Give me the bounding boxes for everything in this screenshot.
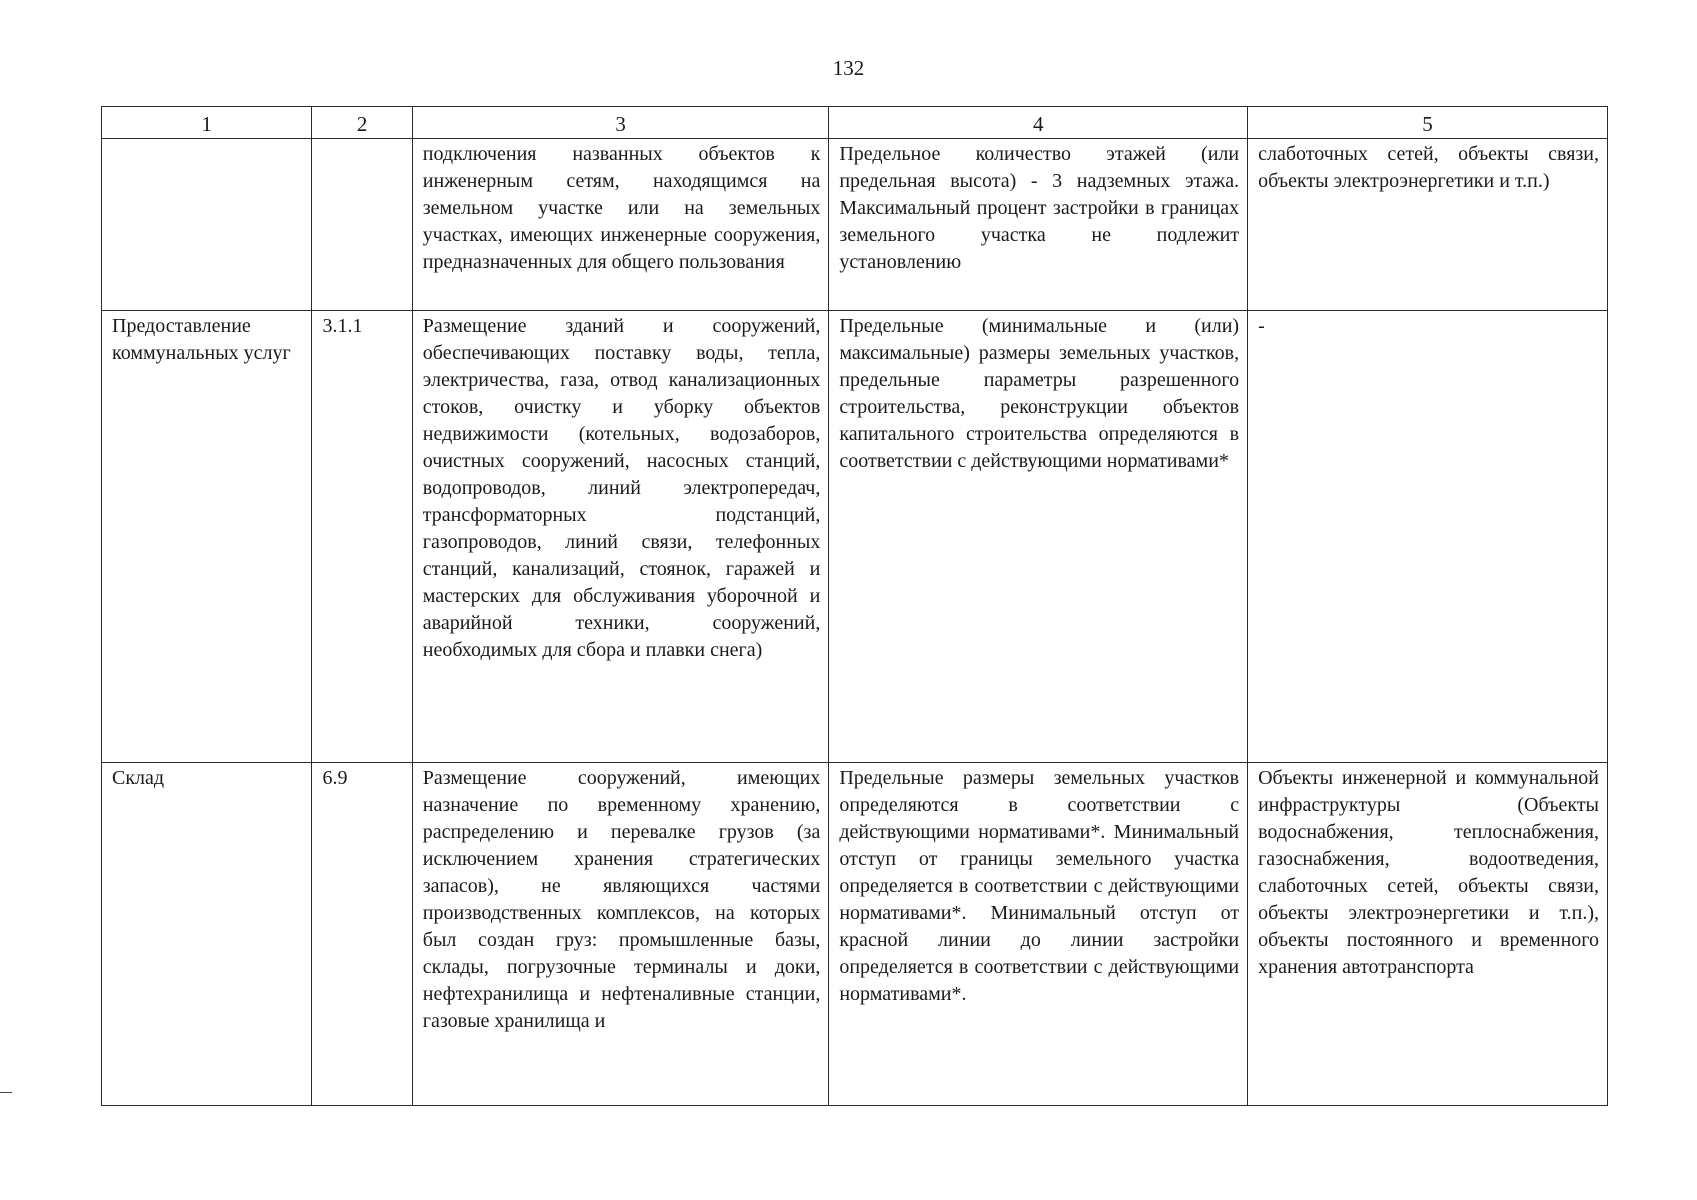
use-code-cell: 6.9: [312, 763, 412, 1106]
use-name-cell: Предоставление коммунальных услуг: [102, 311, 312, 763]
parameters-cell: Предельные размеры земельных участков определяются в соответствии с действующими нормативами*. Минимальный отступ от границы земельного участка определяется в соответствии с действующими нормативами*. Минимальный отступ от красной линии до линии застройки определяется в соответствии с действующими нормативами*.: [829, 763, 1248, 1106]
related-objects-cell: -: [1248, 311, 1608, 763]
description-cell: Размещение зданий и сооружений, обеспечивающих поставку воды, тепла, электричества, газа, отвод канализационных стоков, очистку и уборку объектов недвижимости (котельных, водозаборов, очистных сооружений, насосных станций, водопроводов, линий электропередач, трансформаторных подстанций, газопроводов, линий связи, телефонных станций, канализаций, стоянок, гаражей и мастерских для обслуживания уборочной и аварийной техники, сооружений, необходимых для сбора и плавки снега): [412, 311, 829, 763]
related-objects-cell: слаботочных сетей, объекты связи, объекты электроэнергетики и т.п.): [1248, 139, 1608, 311]
column-header-5: 5: [1248, 107, 1608, 139]
table-row: [102, 311, 1608, 763]
table-header-row: [102, 107, 1608, 139]
column-header-1: 1: [102, 107, 312, 139]
margin-mark: [0, 1092, 12, 1093]
use-code-cell: [312, 139, 412, 311]
related-objects-cell: Объекты инженерной и коммунальной инфраструктуры (Объекты водоснабжения, теплоснабжения, газоснабжения, водоотведения, слаботочных сетей, объекты связи, объекты электроэнергетики и т.п.), объекты постоянного и временного хранения автотранспорта: [1248, 763, 1608, 1106]
table-row: [102, 763, 1608, 1106]
parameters-cell: Предельное количество этажей (или предельная высота) - 3 надземных этажа. Максимальный процент застройки в границах земельного участка не подлежит установлению: [829, 139, 1248, 311]
use-name-cell: Склад: [102, 763, 312, 1106]
column-header-4: 4: [829, 107, 1248, 139]
table-row: [102, 139, 1608, 311]
parameters-cell: Предельные (минимальные и (или) максимальные) размеры земельных участков, предельные параметры разрешенного строительства, реконструкции объектов капитального строительства определяются в соответствии с действующими нормативами*: [829, 311, 1248, 763]
use-name-cell: [102, 139, 312, 311]
column-header-2: 2: [312, 107, 412, 139]
column-header-3: 3: [412, 107, 829, 139]
description-cell: Размещение сооружений, имеющих назначение по временному хранению, распределению и перевалке грузов (за исключением хранения стратегических запасов), не являющихся частями производственных комплексов, на которых был создан груз: промышленные базы, склады, погрузочные терминалы и доки, нефтехранилища и нефтеналивные станции, газовые хранилища и: [412, 763, 829, 1106]
description-cell: подключения названных объектов к инженерным сетям, находящимся на земельном участке или на земельных участках, имеющих инженерные сооружения, предназначенных для общего пользования: [412, 139, 829, 311]
zoning-table: [101, 106, 1608, 1106]
use-code-cell: 3.1.1: [312, 311, 412, 763]
page-number: 132: [832, 56, 865, 80]
